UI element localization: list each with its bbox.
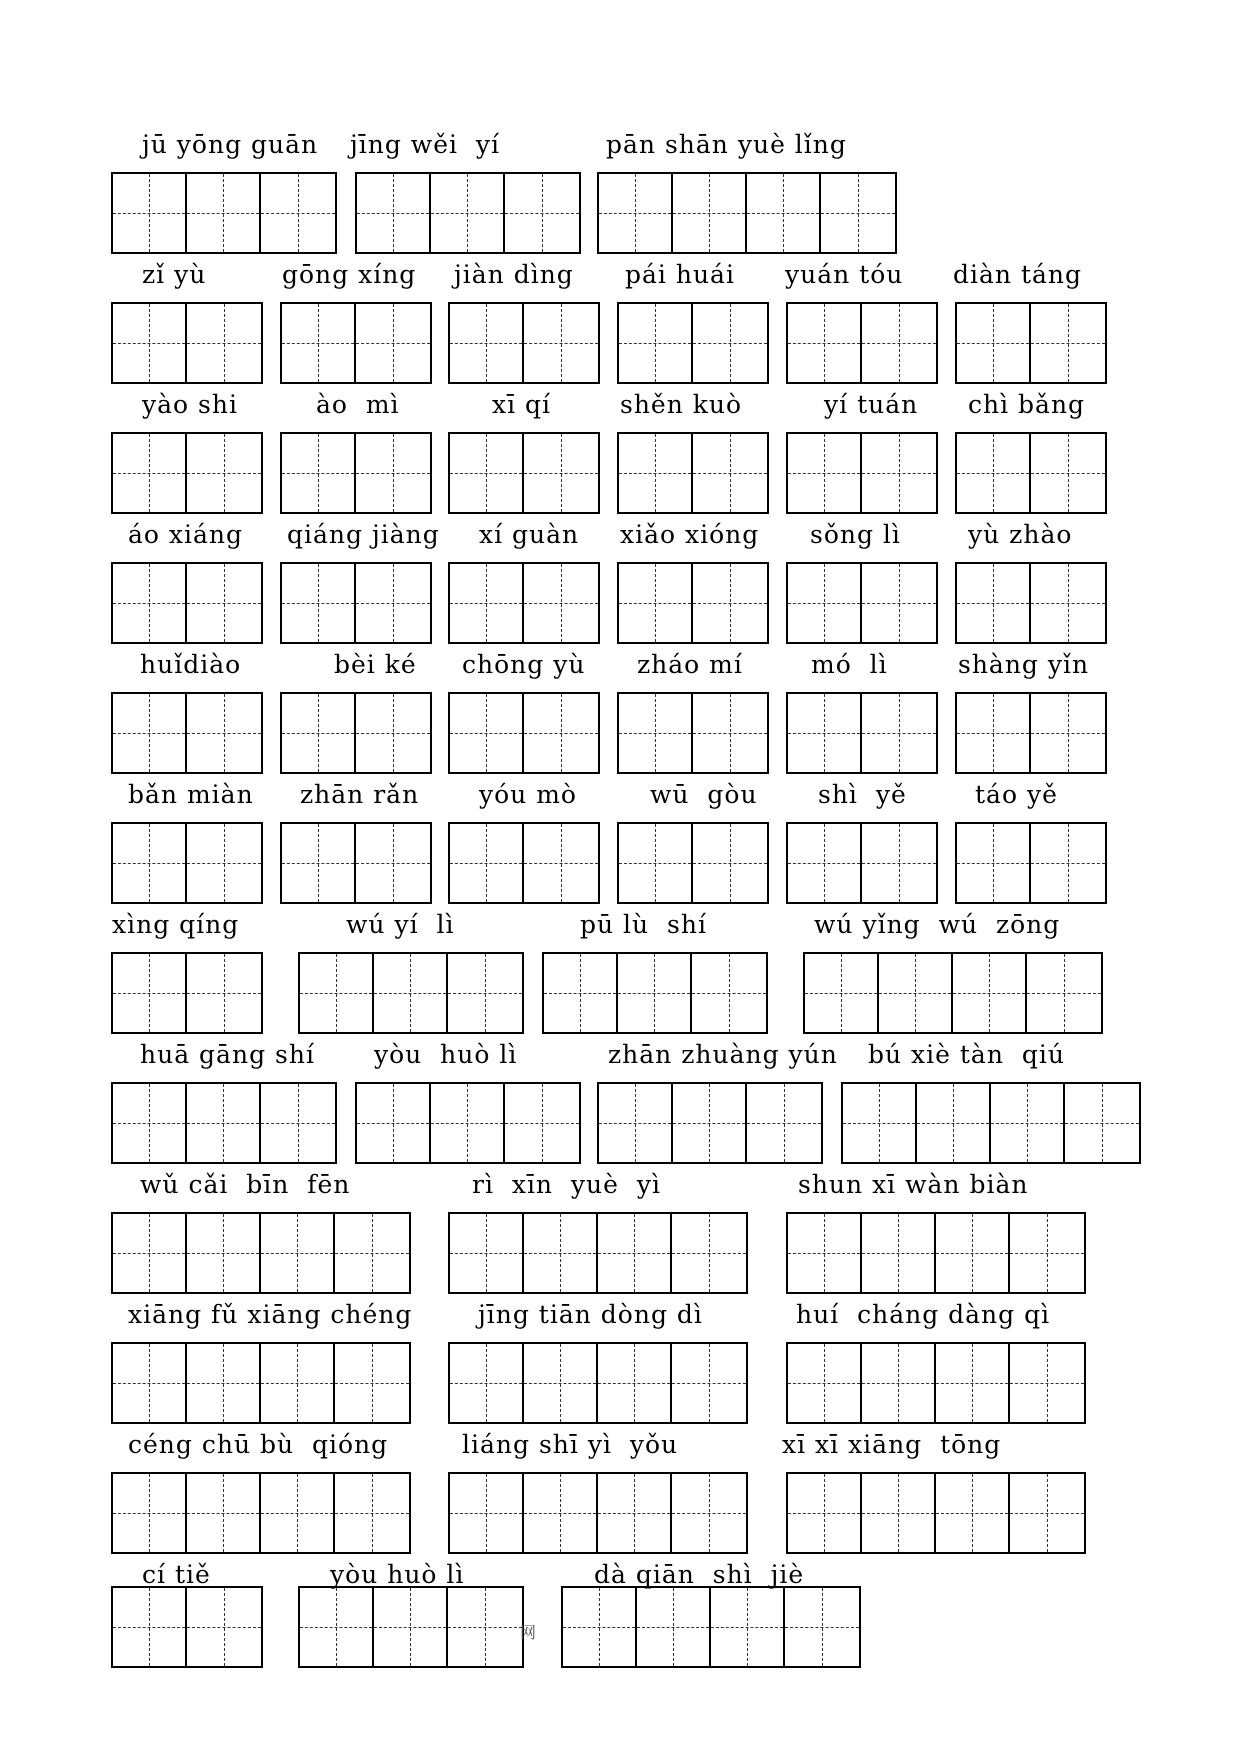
writing-grid[interactable] [298, 1586, 524, 1668]
grid-cell[interactable] [1010, 1344, 1084, 1422]
grid-cell[interactable] [788, 1214, 862, 1292]
grid-cell[interactable] [450, 434, 524, 512]
pinyin-label: chōng yù [462, 650, 586, 679]
grid-cell[interactable] [862, 564, 936, 642]
grid-cell[interactable] [936, 1344, 1010, 1422]
pinyin-label: shì yě [818, 780, 907, 809]
writing-grid[interactable] [111, 1342, 411, 1424]
writing-grid[interactable] [355, 172, 581, 254]
grid-cell[interactable] [524, 1474, 598, 1552]
writing-grid[interactable] [111, 1082, 337, 1164]
grid-cell[interactable] [450, 1214, 524, 1292]
grid-cell[interactable] [788, 1474, 862, 1552]
pinyin-label: xìng qíng [112, 910, 240, 939]
grid-cell[interactable] [450, 694, 524, 772]
grid-cell[interactable] [187, 304, 261, 382]
writing-grid[interactable] [955, 432, 1107, 514]
writing-grid[interactable] [955, 302, 1107, 384]
grid-cell[interactable] [598, 1344, 672, 1422]
grid-cell[interactable] [957, 824, 1031, 902]
grid-cell[interactable] [187, 1214, 261, 1292]
pinyin-label: wū gòu [650, 780, 758, 809]
grid-cell[interactable] [936, 1474, 1010, 1552]
pinyin-label: zhān zhuàng yún [608, 1040, 838, 1069]
grid-cell[interactable] [917, 1084, 991, 1162]
grid-cell[interactable] [187, 1084, 261, 1162]
writing-grid[interactable] [448, 1342, 748, 1424]
grid-cell[interactable] [431, 1084, 505, 1162]
writing-grid[interactable] [955, 822, 1107, 904]
grid-cell[interactable] [1031, 694, 1105, 772]
grid-cell[interactable] [356, 694, 430, 772]
grid-cell[interactable] [113, 694, 187, 772]
grid-cell[interactable] [187, 694, 261, 772]
watermark-text: 网 [520, 1623, 537, 1642]
grid-cell[interactable] [357, 1084, 431, 1162]
pinyin-label: táo yě [975, 780, 1058, 809]
grid-cell[interactable] [598, 1214, 672, 1292]
grid-cell[interactable] [693, 824, 767, 902]
grid-cell[interactable] [563, 1588, 637, 1666]
writing-grid[interactable] [448, 562, 600, 644]
writing-grid[interactable] [786, 432, 938, 514]
pinyin-label: xī xī xiāng tōng [782, 1430, 1002, 1459]
grid-cell[interactable] [1031, 304, 1105, 382]
grid-cell[interactable] [187, 1344, 261, 1422]
pinyin-label: zǐ yù [142, 260, 207, 289]
pinyin-label: ào mì [316, 390, 400, 419]
grid-cell[interactable] [711, 1588, 785, 1666]
grid-cell[interactable] [356, 434, 430, 512]
grid-cell[interactable] [957, 304, 1031, 382]
grid-cell[interactable] [261, 1084, 335, 1162]
grid-cell[interactable] [672, 1344, 746, 1422]
pinyin-label: yào shi [142, 390, 238, 419]
grid-cell[interactable] [693, 304, 767, 382]
grid-cell[interactable] [619, 824, 693, 902]
grid-cell[interactable] [821, 174, 895, 252]
grid-cell[interactable] [357, 174, 431, 252]
grid-cell[interactable] [524, 434, 598, 512]
grid-cell[interactable] [693, 694, 767, 772]
grid-cell[interactable] [282, 564, 356, 642]
grid-cell[interactable] [957, 564, 1031, 642]
grid-cell[interactable] [862, 1474, 936, 1552]
writing-grid[interactable] [617, 432, 769, 514]
grid-cell[interactable] [747, 1084, 821, 1162]
grid-cell[interactable] [1031, 434, 1105, 512]
grid-cell[interactable] [300, 1588, 374, 1666]
writing-grid[interactable] [280, 822, 432, 904]
writing-grid[interactable] [111, 432, 263, 514]
writing-grid[interactable] [111, 952, 263, 1034]
grid-cell[interactable] [805, 954, 879, 1032]
pinyin-label: chì bǎng [968, 390, 1086, 419]
grid-cell[interactable] [448, 954, 522, 1032]
grid-cell[interactable] [1010, 1474, 1084, 1552]
writing-grid[interactable] [561, 1586, 861, 1668]
pinyin-label: xí guàn [479, 520, 580, 549]
writing-grid[interactable] [298, 952, 524, 1034]
grid-cell[interactable] [524, 824, 598, 902]
writing-grid[interactable] [955, 562, 1107, 644]
pinyin-label: shěn kuò [620, 390, 743, 419]
grid-cell[interactable] [1031, 564, 1105, 642]
grid-cell[interactable] [862, 1344, 936, 1422]
writing-grid[interactable] [111, 172, 337, 254]
grid-cell[interactable] [356, 564, 430, 642]
grid-cell[interactable] [113, 954, 187, 1032]
grid-cell[interactable] [374, 954, 448, 1032]
pinyin-label: yuán tóu [785, 260, 904, 289]
pinyin-label: liáng shī yì yǒu [462, 1430, 679, 1459]
grid-cell[interactable] [431, 174, 505, 252]
pinyin-label: jū yōng guān [142, 130, 319, 159]
pinyin-label: xiǎo xióng [620, 520, 760, 549]
writing-grid[interactable] [280, 302, 432, 384]
grid-cell[interactable] [1031, 824, 1105, 902]
grid-cell[interactable] [113, 1588, 187, 1666]
grid-cell[interactable] [862, 434, 936, 512]
pinyin-label: shàng yǐn [958, 650, 1090, 679]
writing-grid[interactable] [111, 1212, 411, 1294]
pinyin-label: wǔ cǎi bīn fēn [140, 1170, 351, 1199]
pinyin-label: xī qí [492, 390, 552, 419]
pinyin-label: huǐdiào [140, 650, 242, 679]
grid-cell[interactable] [113, 1474, 187, 1552]
grid-cell[interactable] [450, 564, 524, 642]
pinyin-label: zhān rǎn [300, 780, 420, 809]
grid-cell[interactable] [113, 564, 187, 642]
grid-cell[interactable] [619, 304, 693, 382]
grid-cell[interactable] [374, 1588, 448, 1666]
grid-cell[interactable] [282, 434, 356, 512]
grid-cell[interactable] [282, 694, 356, 772]
pinyin-label: jīng wěi yí [350, 130, 501, 159]
pinyin-label: gōng xíng [282, 260, 417, 289]
pinyin-label: yòu huò lì [330, 1560, 465, 1589]
grid-cell[interactable] [599, 1084, 673, 1162]
grid-cell[interactable] [356, 824, 430, 902]
writing-grid[interactable] [280, 692, 432, 774]
writing-grid[interactable] [280, 562, 432, 644]
grid-cell[interactable] [524, 694, 598, 772]
pinyin-label: áo xiáng [128, 520, 244, 549]
grid-cell[interactable] [672, 1474, 746, 1552]
pinyin-label: yù zhào [968, 520, 1073, 549]
writing-grid[interactable] [448, 432, 600, 514]
writing-grid[interactable] [111, 692, 263, 774]
pinyin-label: yòu huò lì [374, 1040, 518, 1069]
grid-cell[interactable] [619, 434, 693, 512]
pinyin-label: pái huái [625, 260, 735, 289]
grid-cell[interactable] [957, 694, 1031, 772]
grid-cell[interactable] [187, 434, 261, 512]
grid-cell[interactable] [113, 304, 187, 382]
pinyin-label: jiàn dìng [454, 260, 574, 289]
pinyin-label: céng chū bù qióng [128, 1430, 389, 1459]
grid-cell[interactable] [936, 1214, 1010, 1292]
writing-grid[interactable] [786, 692, 938, 774]
grid-cell[interactable] [673, 1084, 747, 1162]
grid-cell[interactable] [524, 564, 598, 642]
pinyin-label: wú yǐng wú zōng [814, 910, 1061, 939]
pinyin-label: mó lì [811, 650, 888, 679]
writing-grid[interactable] [448, 1212, 748, 1294]
grid-cell[interactable] [524, 1214, 598, 1292]
grid-cell[interactable] [113, 1214, 187, 1292]
grid-cell[interactable] [879, 954, 953, 1032]
writing-grid[interactable] [111, 562, 263, 644]
grid-cell[interactable] [113, 1344, 187, 1422]
pinyin-label: pān shān yuè lǐng [606, 130, 847, 159]
grid-cell[interactable] [862, 304, 936, 382]
writing-grid[interactable] [803, 952, 1103, 1034]
pinyin-label: pū lù shí [580, 910, 707, 939]
writing-grid[interactable] [542, 952, 768, 1034]
writing-grid[interactable] [786, 822, 938, 904]
grid-cell[interactable] [187, 824, 261, 902]
writing-grid[interactable] [617, 302, 769, 384]
grid-cell[interactable] [843, 1084, 917, 1162]
grid-cell[interactable] [261, 1344, 335, 1422]
writing-grid[interactable] [448, 1472, 748, 1554]
writing-grid[interactable] [111, 1472, 411, 1554]
writing-grid[interactable] [617, 822, 769, 904]
grid-cell[interactable] [282, 824, 356, 902]
pinyin-label: jīng tiān dòng dì [478, 1300, 703, 1329]
writing-grid[interactable] [786, 302, 938, 384]
grid-cell[interactable] [991, 1084, 1065, 1162]
pinyin-label: cí tiě [142, 1560, 211, 1589]
grid-cell[interactable] [450, 824, 524, 902]
pinyin-label: diàn táng [953, 260, 1083, 289]
grid-cell[interactable] [356, 304, 430, 382]
grid-cell[interactable] [335, 1344, 409, 1422]
pinyin-label: huā gāng shí [140, 1040, 315, 1069]
grid-cell[interactable] [282, 304, 356, 382]
writing-grid[interactable] [617, 562, 769, 644]
writing-grid[interactable] [841, 1082, 1141, 1164]
grid-cell[interactable] [599, 174, 673, 252]
grid-cell[interactable] [1027, 954, 1101, 1032]
grid-cell[interactable] [747, 174, 821, 252]
grid-cell[interactable] [335, 1214, 409, 1292]
pinyin-label: xiāng fǔ xiāng chéng [128, 1300, 413, 1329]
pinyin-label: yóu mò [479, 780, 577, 809]
grid-cell[interactable] [505, 1084, 579, 1162]
grid-cell[interactable] [692, 954, 766, 1032]
grid-cell[interactable] [957, 434, 1031, 512]
writing-grid[interactable] [448, 692, 600, 774]
writing-grid[interactable] [448, 822, 600, 904]
grid-cell[interactable] [693, 434, 767, 512]
writing-grid[interactable] [448, 302, 600, 384]
pinyin-label: huí cháng dàng qì [796, 1300, 1051, 1329]
grid-cell[interactable] [524, 1344, 598, 1422]
grid-cell[interactable] [448, 1588, 522, 1666]
grid-cell[interactable] [637, 1588, 711, 1666]
grid-cell[interactable] [862, 1214, 936, 1292]
pinyin-label: dà qiān shì jiè [594, 1560, 805, 1589]
pinyin-label: bèi ké [334, 650, 417, 679]
grid-cell[interactable] [862, 824, 936, 902]
pinyin-label: zháo mí [637, 650, 743, 679]
pinyin-label: bú xiè tàn qiú [868, 1040, 1065, 1069]
grid-cell[interactable] [261, 1214, 335, 1292]
writing-grid[interactable] [955, 692, 1107, 774]
grid-cell[interactable] [862, 694, 936, 772]
writing-grid[interactable] [111, 1586, 263, 1668]
writing-grid[interactable] [597, 1082, 823, 1164]
grid-cell[interactable] [300, 954, 374, 1032]
grid-cell[interactable] [187, 174, 261, 252]
grid-cell[interactable] [505, 174, 579, 252]
writing-grid[interactable] [111, 302, 263, 384]
grid-cell[interactable] [187, 954, 261, 1032]
pinyin-label: bǎn miàn [128, 780, 254, 809]
grid-cell[interactable] [187, 1588, 261, 1666]
grid-cell[interactable] [261, 1474, 335, 1552]
grid-cell[interactable] [1010, 1214, 1084, 1292]
grid-cell[interactable] [672, 1214, 746, 1292]
grid-cell[interactable] [187, 564, 261, 642]
grid-cell[interactable] [788, 304, 862, 382]
grid-cell[interactable] [187, 1474, 261, 1552]
grid-cell[interactable] [261, 174, 335, 252]
pinyin-label: wú yí lì [346, 910, 455, 939]
grid-cell[interactable] [785, 1588, 859, 1666]
grid-cell[interactable] [1065, 1084, 1139, 1162]
writing-grid[interactable] [786, 1212, 1086, 1294]
writing-grid[interactable] [786, 1472, 1086, 1554]
pinyin-label: qiáng jiàng [287, 520, 440, 549]
grid-cell[interactable] [524, 304, 598, 382]
grid-cell[interactable] [113, 434, 187, 512]
writing-grid[interactable] [111, 822, 263, 904]
grid-cell[interactable] [618, 954, 692, 1032]
grid-cell[interactable] [450, 1474, 524, 1552]
writing-grid[interactable] [597, 172, 897, 254]
grid-cell[interactable] [693, 564, 767, 642]
grid-cell[interactable] [788, 434, 862, 512]
writing-grid[interactable] [786, 562, 938, 644]
grid-cell[interactable] [544, 954, 618, 1032]
grid-cell[interactable] [113, 824, 187, 902]
grid-cell[interactable] [673, 174, 747, 252]
pinyin-label: rì xīn yuè yì [472, 1170, 661, 1199]
grid-cell[interactable] [450, 1344, 524, 1422]
grid-cell[interactable] [953, 954, 1027, 1032]
writing-grid[interactable] [786, 1342, 1086, 1424]
writing-grid[interactable] [617, 692, 769, 774]
pinyin-label: shun xī wàn biàn [798, 1170, 1029, 1199]
grid-cell[interactable] [450, 304, 524, 382]
grid-cell[interactable] [788, 564, 862, 642]
grid-cell[interactable] [788, 824, 862, 902]
grid-cell[interactable] [619, 694, 693, 772]
writing-grid[interactable] [355, 1082, 581, 1164]
grid-cell[interactable] [598, 1474, 672, 1552]
grid-cell[interactable] [113, 174, 187, 252]
grid-cell[interactable] [619, 564, 693, 642]
writing-grid[interactable] [280, 432, 432, 514]
grid-cell[interactable] [788, 1344, 862, 1422]
grid-cell[interactable] [788, 694, 862, 772]
pinyin-label: yí tuán [824, 390, 919, 419]
grid-cell[interactable] [335, 1474, 409, 1552]
grid-cell[interactable] [113, 1084, 187, 1162]
pinyin-label: sǒng lì [810, 520, 901, 549]
